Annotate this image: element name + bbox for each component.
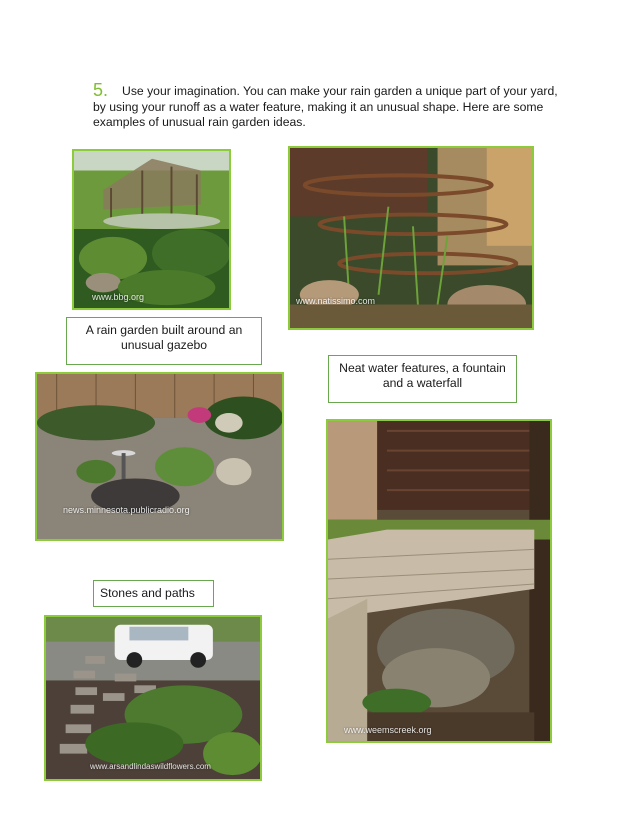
- caption-water-features: Neat water features, a fountain and a waterfall: [328, 355, 517, 403]
- photo-credit: www.natissimo.com: [296, 296, 376, 306]
- photo-credit: news.minnesota.publicradio.org: [63, 505, 190, 515]
- fountain-photo: [288, 146, 534, 330]
- photo-credit: www.arsandlindaswildflowers.com: [90, 762, 211, 771]
- paths-photo: [44, 615, 262, 781]
- intro-paragraph: [93, 80, 563, 131]
- caption-stones-paths: Stones and paths: [93, 580, 214, 607]
- stones-photo: [35, 372, 284, 541]
- step-number: 5.: [93, 80, 109, 100]
- caption-gazebo: A rain garden built around an unusual gazebo: [66, 317, 262, 365]
- photo-credit: www.weemscreek.org: [344, 725, 432, 735]
- photo-credit: www.bbg.org: [92, 292, 145, 302]
- gazebo-photo: [72, 149, 231, 310]
- waterfall-photo: [326, 419, 552, 743]
- intro-text: Use your imagination. You can make your rain garden a unique part of your yard, by using your runoff as a water feature, making it an unusual shape. Here are some examples of unusual rain garden ideas.: [93, 84, 558, 129]
